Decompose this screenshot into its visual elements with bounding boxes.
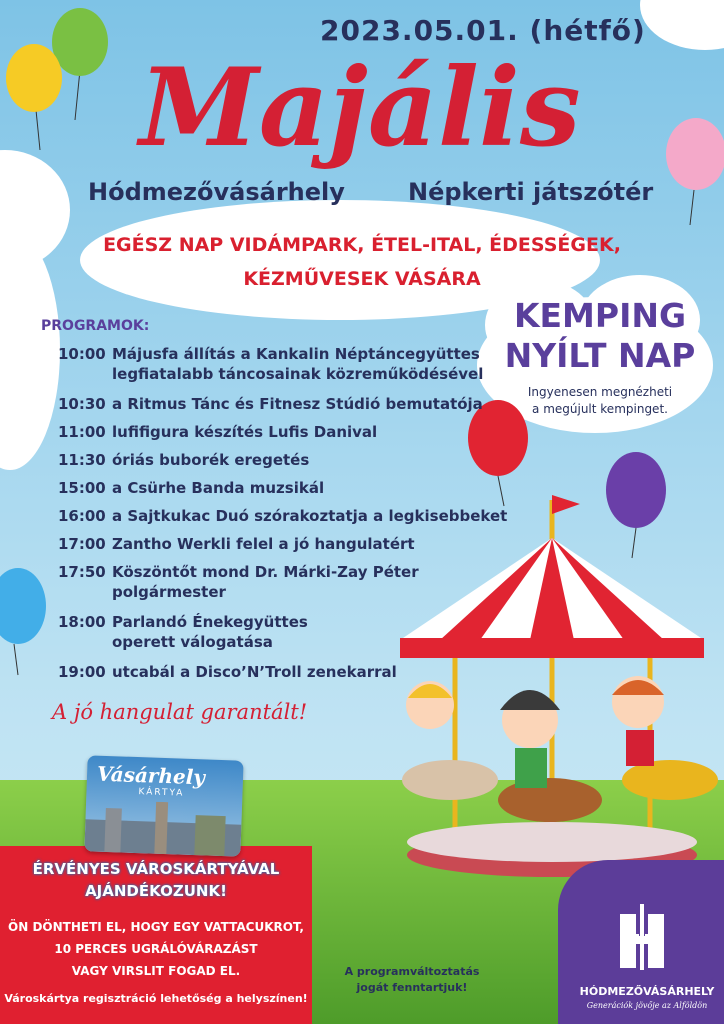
program-time: 19:00 (58, 663, 106, 681)
program-row (58, 534, 518, 554)
program-row (58, 662, 518, 682)
program-time: 11:30 (58, 451, 106, 469)
program-description: a Sajtkukac Duó szórakoztatja a legkisebbeket (112, 507, 508, 525)
city-card-image (84, 755, 243, 856)
program-description: óriás buborék eregetés (112, 451, 310, 469)
highlights-line-1: EGÉSZ NAP VIDÁMPARK, ÉTEL-ITAL, ÉDESSÉGEK, (103, 234, 621, 256)
balloon-blue (0, 560, 50, 680)
slogan: A jó hangulat garantált! (52, 700, 308, 724)
program-description: Parlandó Énekegyüttes operett válogatása (112, 613, 308, 651)
program-time: 17:50 (58, 563, 106, 581)
program-time: 10:00 (58, 345, 106, 363)
program-description: lufifigura készítés Lufis Danival (112, 423, 378, 441)
gift-heading (0, 858, 312, 902)
logo-name: HÓDMEZŐVÁSÁRHELY (579, 985, 715, 998)
gift-heading-line-1: ÉRVÉNYES VÁROSKÁRTYÁVAL (32, 860, 280, 878)
subtitle-city: Hódmezővásárhely (88, 178, 345, 206)
program-row (58, 344, 518, 384)
program-time: 18:00 (58, 613, 106, 631)
program-row (58, 478, 518, 498)
program-time: 15:00 (58, 479, 106, 497)
program-description: utcabál a Disco’N’Troll zenekarral (112, 663, 397, 681)
program-row (58, 394, 518, 414)
card-cityscape (84, 799, 242, 856)
change-note (322, 964, 502, 996)
program-row (58, 450, 518, 470)
program-description: a Csürhe Banda muzsikál (112, 479, 325, 497)
card-subtitle: KÁRTYA (138, 787, 185, 799)
gift-registration: Városkártya regisztráció lehetőség a helyszínen! (4, 992, 308, 1005)
program-time: 11:00 (58, 423, 106, 441)
city-logo-icon (610, 904, 674, 978)
program-row (58, 562, 458, 602)
subtitle-place: Népkerti játszótér (408, 178, 654, 206)
gift-offer-line-3: VAGY VIRSLIT FOGAD EL. (71, 964, 241, 978)
event-title: Majális (139, 45, 581, 171)
program-row (58, 506, 518, 526)
gift-heading-line-2: AJÁNDÉKOZUNK! (85, 882, 227, 900)
kemping-note-line-2: a megújult kempinget. (532, 402, 668, 416)
card-title: Vásárhely (96, 761, 206, 790)
program-description: Zantho Werkli felel a jó hangulatért (112, 535, 415, 553)
logo-tagline: Generációk jövője az Alföldön (586, 1001, 708, 1010)
program-description: a Ritmus Tánc és Fitnesz Stúdió bemutatója (112, 395, 483, 413)
program-description: Köszöntőt mond Dr. Márki-Zay Péter polgármester (112, 563, 419, 601)
kemping-title-line-2: NYÍLT NAP (504, 336, 696, 375)
program-row (58, 422, 518, 442)
programs-heading: PROGRAMOK: (41, 318, 150, 334)
program-time: 16:00 (58, 507, 106, 525)
kemping-title-line-1: KEMPING (513, 296, 687, 335)
program-time: 17:00 (58, 535, 106, 553)
gift-offer-line-1: ÖN DÖNTHETI EL, HOGY EGY VATTACUKROT, (8, 920, 304, 934)
kemping-note-line-1: Ingyenesen megnézheti (527, 385, 673, 399)
balloon-pink (660, 110, 724, 230)
program-time: 10:30 (58, 395, 106, 413)
highlights-line-2: KÉZMŰVESEK VÁSÁRA (243, 268, 481, 290)
program-description: Májusfa állítás a Kankalin Néptáncegyüttes legfiatalabb táncosainak közreműködésével (112, 345, 484, 383)
change-note-line-2: jogát fenntartjuk! (356, 981, 468, 994)
gift-offer-line-2: 10 PERCES UGRÁLÓVÁRAZÁST (54, 942, 258, 956)
change-note-line-1: A programváltoztatás (344, 965, 480, 978)
event-date: 2023.05.01. (hétfő) (320, 14, 646, 47)
program-row (58, 612, 358, 652)
